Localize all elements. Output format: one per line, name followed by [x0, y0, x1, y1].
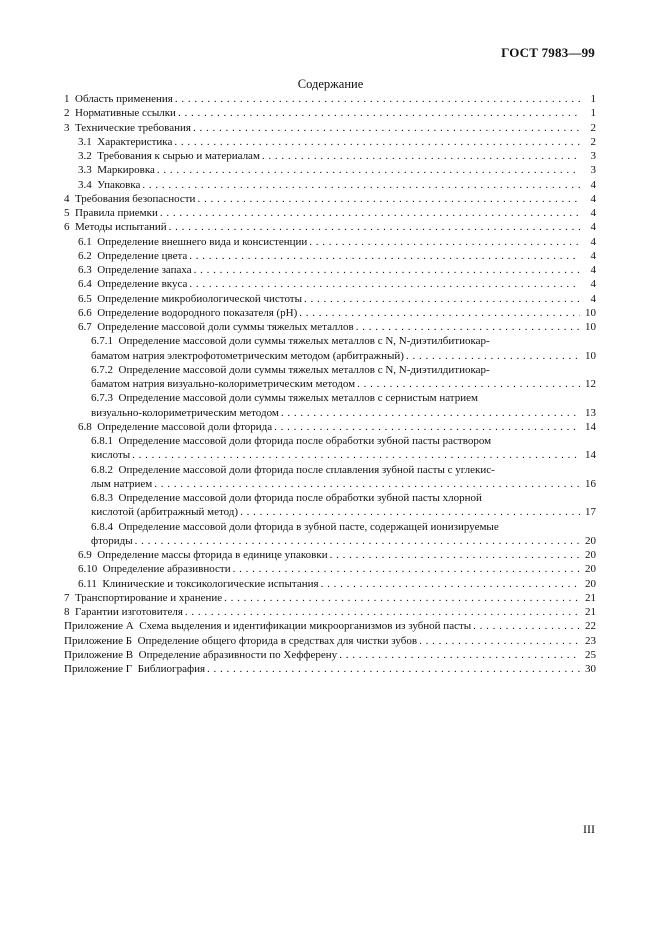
entry-number: 6.9: [78, 549, 92, 561]
entry-page: 13: [585, 406, 596, 419]
dot-leader: [339, 648, 580, 662]
entry-page: 12: [585, 378, 596, 390]
toc-entry-appendix[interactable]: [64, 662, 596, 676]
toc-entry[interactable]: [64, 534, 596, 548]
entry-title: Маркировка: [97, 164, 155, 177]
entry-title-continued: баматом натрия визуально-колориметрическим методом: [91, 378, 356, 390]
toc-entry[interactable]: [64, 577, 596, 591]
entry-title-continued: кислотой (арбитражный метод): [91, 506, 239, 519]
dot-leader: [194, 263, 580, 277]
entry-title-continued: баматом натрия электрофотометрическим методом (арбитражный): [91, 349, 404, 362]
entry-number: 6.10: [78, 563, 98, 576]
entry-page: 22: [585, 620, 596, 633]
entry-page: 21: [585, 606, 596, 618]
toc-entry-first-line[interactable]: [64, 491, 596, 505]
dot-leader: [262, 149, 580, 163]
entry-title: Характеристика: [97, 135, 173, 148]
entry-number: 6.8: [78, 420, 92, 433]
entry-page: 4: [590, 249, 596, 262]
entry-number: Приложение Г: [64, 663, 133, 675]
entry-title: Библиография: [137, 663, 206, 675]
entry-title: Требования безопасности: [75, 192, 196, 205]
entry-title: Область применения: [75, 93, 173, 105]
entry-number: 6.7.3: [91, 392, 113, 405]
toc-entry[interactable]: [64, 106, 596, 120]
entry-title: Клинические и токсикологические испытания: [102, 577, 319, 590]
entry-title: Правила приемки: [75, 207, 158, 219]
dot-leader: [419, 634, 580, 648]
entry-page: 10: [585, 349, 596, 362]
entry-page: 4: [590, 235, 596, 248]
toc-entry[interactable]: [64, 448, 596, 462]
entry-title: Определение водородного показателя (pH): [97, 306, 298, 319]
entry-title: Определение массовой доли суммы тяжелых металлов с N, N-диэтилдитиокар-: [118, 363, 490, 376]
toc-entry[interactable]: [64, 206, 596, 220]
entry-title: Определение массовой доли фторида после обработки зубной пасты раствором: [118, 435, 492, 447]
entry-title: Упаковка: [97, 178, 141, 191]
entry-page: 2: [590, 135, 596, 148]
toc-entry[interactable]: [64, 349, 596, 363]
entry-title: Определение массовой доли суммы тяжелых металлов с N, N-диэтилбитиокар-: [118, 335, 490, 348]
dot-leader: [304, 292, 580, 306]
dot-leader: [233, 562, 580, 576]
entry-number: 3.3: [78, 164, 92, 177]
toc-entry-appendix[interactable]: [64, 648, 596, 662]
dot-leader: [309, 235, 580, 249]
entry-number: 1: [64, 93, 70, 105]
entry-title: Определение массовой доли фторида в зубной пасте, содержащей ионизируемые: [118, 520, 499, 533]
entry-page: 3: [590, 150, 596, 162]
dot-leader: [175, 92, 580, 106]
entry-number: 3: [64, 121, 70, 134]
dot-leader: [157, 163, 580, 177]
entry-number: 6.5: [78, 292, 92, 305]
dot-leader: [178, 106, 580, 120]
entry-page: 23: [585, 634, 596, 647]
dot-leader: [406, 349, 580, 363]
entry-number: Приложение А: [64, 620, 134, 633]
dot-leader: [193, 121, 580, 135]
toc-entry[interactable]: [64, 135, 596, 149]
entry-number: 7: [64, 591, 70, 604]
entry-number: 6.8.2: [91, 463, 113, 476]
page-number: III: [583, 822, 595, 836]
entry-title: Определение массовой доли суммы тяжелых металлов: [97, 321, 354, 333]
toc-entry[interactable]: [64, 263, 596, 277]
entry-page: 20: [585, 563, 596, 576]
toc-entry[interactable]: [64, 277, 596, 291]
entry-page: 4: [590, 292, 596, 305]
dot-leader: [281, 406, 580, 420]
dot-leader: [330, 548, 580, 562]
entry-page: 17: [585, 506, 596, 519]
toc-entry[interactable]: [64, 605, 596, 619]
dot-leader: [132, 448, 580, 462]
toc-entry-first-line[interactable]: [64, 391, 596, 405]
dot-leader: [160, 206, 580, 220]
entry-page: 14: [585, 420, 596, 433]
entry-title: Определение внешнего вида и консистенции: [97, 235, 308, 248]
toc-entry-appendix[interactable]: [64, 619, 596, 633]
dot-leader: [189, 277, 580, 291]
entry-number: 6.3: [78, 264, 92, 276]
toc-entry[interactable]: [64, 505, 596, 519]
entry-title: Схема выделения и идентификации микроорганизмов из зубной пасты: [139, 620, 472, 633]
toc-entry[interactable]: [64, 548, 596, 562]
entry-title-continued: визуально-колориметрическим методом: [91, 406, 279, 419]
entry-title: Гарантии изготовителя: [75, 606, 183, 618]
entry-page: 30: [585, 663, 596, 675]
toc-entry[interactable]: [64, 92, 596, 106]
entry-number: 6.6: [78, 306, 92, 319]
entry-number: 6.8.1: [91, 435, 113, 447]
dot-leader: [169, 220, 580, 234]
dot-leader: [357, 377, 580, 391]
dot-leader: [135, 534, 580, 548]
entry-number: 8: [64, 606, 70, 618]
entry-title: Определение массовой доли фторида после сплавления зубной пасты с углекис-: [118, 463, 495, 476]
entry-number: 3.4: [78, 178, 92, 191]
entry-title: Определение общего фторида в средствах для чистки зубов: [137, 634, 418, 647]
entry-page: 10: [585, 321, 596, 333]
entry-number: 2: [64, 107, 70, 120]
dot-leader: [197, 192, 580, 206]
entry-title: Транспортирование и хранение: [75, 591, 223, 604]
toc-entry[interactable]: [64, 163, 596, 177]
toc-entry[interactable]: [64, 477, 596, 491]
entry-page: 4: [590, 192, 596, 205]
entry-title: Определение массы фторида в единице упаковки: [97, 549, 328, 561]
toc-entry[interactable]: [64, 292, 596, 306]
entry-page: 4: [590, 264, 596, 276]
toc-entry[interactable]: [64, 192, 596, 206]
dot-leader: [274, 420, 580, 434]
dot-leader: [356, 320, 580, 334]
entry-number: 6.8.3: [91, 492, 113, 504]
entry-page: 3: [590, 164, 596, 177]
toc-entry-first-line[interactable]: [64, 363, 596, 377]
entry-page: 21: [585, 591, 596, 604]
dot-leader: [185, 605, 580, 619]
entry-number: 6.2: [78, 249, 92, 262]
entry-number: 6.8.4: [91, 520, 113, 533]
entry-page: 2: [590, 121, 596, 134]
toc-entry[interactable]: [64, 406, 596, 420]
dot-leader: [240, 505, 580, 519]
dot-leader: [154, 477, 580, 491]
document-code: ГОСТ 7983—99: [501, 45, 595, 60]
entry-page: 4: [590, 278, 596, 291]
toc-entry[interactable]: [64, 149, 596, 163]
entry-title: Определение вкуса: [97, 278, 188, 291]
toc-entry[interactable]: [64, 306, 596, 320]
entry-page: 1: [590, 93, 596, 105]
dot-leader: [473, 619, 580, 633]
entry-number: Приложение Б: [64, 634, 133, 647]
entry-title-continued: фториды: [91, 534, 133, 547]
entry-title-continued: кислоты: [91, 449, 131, 462]
entry-number: 5: [64, 207, 70, 219]
dot-leader: [224, 591, 580, 605]
entry-number: 6.1: [78, 235, 92, 248]
dot-leader: [142, 178, 580, 192]
dot-leader: [174, 135, 580, 149]
entry-title: Методы испытаний: [75, 221, 167, 234]
toc-entry-first-line[interactable]: [64, 520, 596, 534]
entry-page: 25: [585, 648, 596, 661]
entry-page: 1: [590, 107, 596, 120]
entry-title: Нормативные ссылки: [75, 107, 176, 120]
table-of-contents: [64, 92, 596, 676]
entry-title-continued: лым натрием: [91, 477, 153, 490]
toc-entry[interactable]: [64, 178, 596, 192]
entry-title: Определение массовой доли суммы тяжелых металлов с сернистым натрием: [118, 392, 478, 405]
toc-entry[interactable]: [64, 249, 596, 263]
entry-title: Определение абразивности по Хефферену: [138, 648, 338, 661]
entry-title: Определение абразивности: [102, 563, 231, 576]
dot-leader: [321, 577, 580, 591]
toc-title: Содержание: [297, 77, 364, 91]
toc-entry-first-line[interactable]: [64, 334, 596, 348]
entry-number: 3.1: [78, 135, 92, 148]
entry-title: Требования к сырью и материалам: [97, 150, 260, 162]
dot-leader: [299, 306, 580, 320]
toc-entry[interactable]: [64, 562, 596, 576]
toc-entry-first-line[interactable]: [64, 434, 596, 448]
entry-page: 4: [590, 207, 596, 219]
entry-title: Определение цвета: [97, 249, 188, 262]
toc-entry-appendix[interactable]: [64, 634, 596, 648]
entry-page: 20: [585, 577, 596, 590]
entry-title: Определение массовой доли фторида после обработки зубной пасты хлорной: [118, 492, 482, 504]
dot-leader: [207, 662, 580, 676]
entry-number: 4: [64, 192, 70, 205]
entry-page: 4: [590, 221, 596, 234]
entry-title: Технические требования: [75, 121, 191, 134]
toc-entry[interactable]: [64, 591, 596, 605]
toc-entry[interactable]: [64, 235, 596, 249]
entry-page: 14: [585, 449, 596, 462]
entry-number: 3.2: [78, 150, 92, 162]
entry-number: 6: [64, 221, 70, 234]
entry-title: Определение микробиологической чистоты: [97, 292, 303, 305]
toc-entry[interactable]: [64, 420, 596, 434]
entry-title: Определение массовой доли фторида: [97, 420, 273, 433]
toc-entry[interactable]: [64, 320, 596, 334]
entry-page: 4: [590, 178, 596, 191]
entry-number: 6.11: [78, 577, 97, 590]
entry-page: 16: [585, 477, 596, 490]
toc-entry[interactable]: [64, 377, 596, 391]
entry-number: 6.7.2: [91, 363, 113, 376]
entry-number: 6.7.1: [91, 335, 113, 348]
toc-entry-first-line[interactable]: [64, 463, 596, 477]
entry-page: 10: [585, 306, 596, 319]
dot-leader: [189, 249, 580, 263]
entry-number: 6.4: [78, 278, 92, 291]
entry-page: 20: [585, 534, 596, 547]
toc-entry[interactable]: [64, 121, 596, 135]
entry-number: 6.7: [78, 321, 92, 333]
entry-title: Определение запаха: [97, 264, 192, 276]
toc-entry[interactable]: [64, 220, 596, 234]
entry-number: Приложение В: [64, 648, 134, 661]
entry-page: 20: [585, 549, 596, 561]
